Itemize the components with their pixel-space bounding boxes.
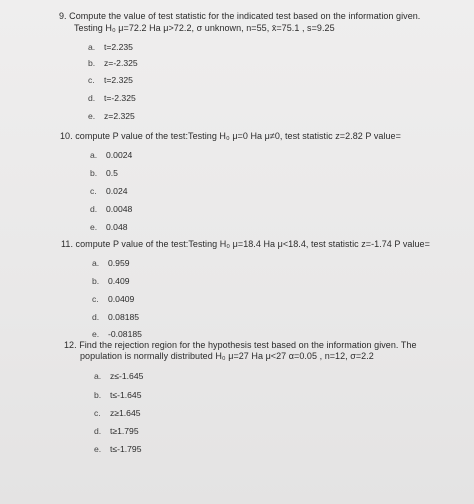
q9-option-e[interactable]: e. z=2.325 — [88, 111, 135, 121]
question-12-line-2: population is normally distributed H₀ μ=27 Ha μ<27 α=0.05 , n=12, σ=2.2 — [80, 351, 374, 361]
q11-option-a[interactable]: a. 0.959 — [92, 258, 130, 268]
q12-option-e[interactable]: e. t≤-1.795 — [94, 444, 142, 454]
question-12-line-1: 12. Find the rejection region for the hypothesis test based on the information given. The — [64, 340, 417, 350]
q11-option-b[interactable]: b. 0.409 — [92, 276, 130, 286]
q10-option-d[interactable]: d. 0.0048 — [90, 204, 133, 214]
q10-option-b[interactable]: b. 0.5 — [90, 168, 118, 178]
q11-option-e[interactable]: e. -0.08185 — [92, 329, 142, 339]
q9-option-b[interactable]: b. z=-2.325 — [88, 58, 138, 68]
q9-option-d[interactable]: d. t=-2.325 — [88, 93, 136, 103]
q10-option-e[interactable]: e. 0.048 — [90, 222, 128, 232]
q12-option-b[interactable]: b. t≤-1.645 — [94, 390, 142, 400]
q11-option-d[interactable]: d. 0.08185 — [92, 312, 140, 322]
q10-option-a[interactable]: a. 0.0024 — [90, 150, 133, 160]
q12-option-a[interactable]: a. z≤-1.645 — [94, 371, 144, 381]
question-9-line-2: Testing H₀ μ=72.2 Ha μ>72.2, σ unknown, n=55, x̄=75.1 , s=9.25 — [74, 23, 335, 33]
question-11-line-1: 11. compute P value of the test:Testing H₀ μ=18.4 Ha μ<18.4, test statistic z=-1.74 P value= — [61, 239, 430, 249]
question-10-line-1: 10. compute P value of the test:Testing H₀ μ=0 Ha μ≠0, test statistic z=2.82 P value= — [60, 131, 401, 141]
q9-option-c[interactable]: c. t=2.325 — [88, 75, 133, 85]
q10-option-c[interactable]: c. 0.024 — [90, 186, 128, 196]
q11-option-c[interactable]: c. 0.0409 — [92, 294, 135, 304]
q9-option-a[interactable]: a. t=2.235 — [88, 42, 133, 52]
q12-option-c[interactable]: c. z≥1.645 — [94, 408, 141, 418]
q12-option-d[interactable]: d. t≥1.795 — [94, 426, 139, 436]
question-9-line-1: 9. Compute the value of test statistic for the indicated test based on the information given. — [59, 11, 421, 21]
